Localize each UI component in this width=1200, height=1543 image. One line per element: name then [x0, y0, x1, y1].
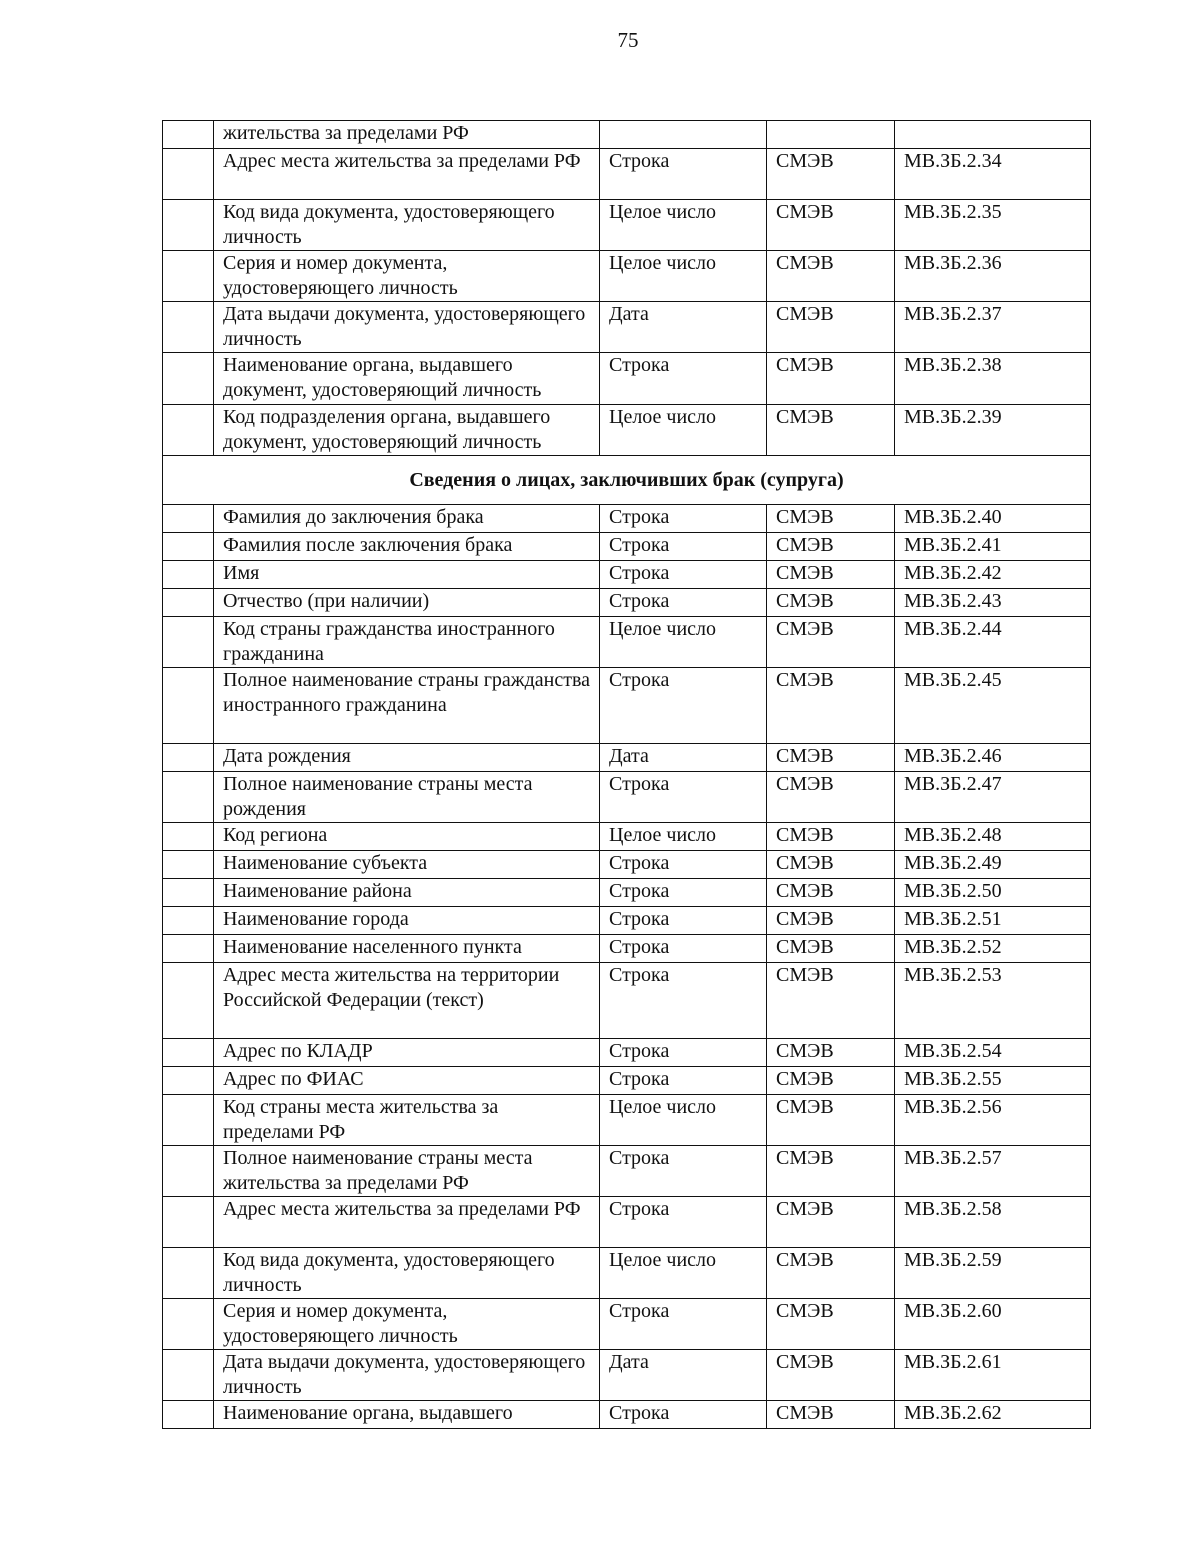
- field-code-cell: МВ.ЗБ.2.59: [895, 1248, 1091, 1299]
- field-name-cell: Полное наименование страны места рождения: [214, 772, 600, 823]
- table-row: [163, 149, 1091, 200]
- row-number-cell: [163, 405, 214, 456]
- field-name-cell: Отчество (при наличии): [214, 589, 600, 617]
- field-name-cell: Имя: [214, 561, 600, 589]
- field-code-cell: МВ.ЗБ.2.44: [895, 617, 1091, 668]
- field-source-cell: СМЭВ: [767, 302, 895, 353]
- row-number-cell: [163, 505, 214, 533]
- field-code-cell: МВ.ЗБ.2.51: [895, 907, 1091, 935]
- table-row: [163, 505, 1091, 533]
- row-number-cell: [163, 200, 214, 251]
- field-type-cell: Целое число: [600, 823, 767, 851]
- table-row: [163, 353, 1091, 405]
- table-row: [163, 907, 1091, 935]
- field-name-cell: Фамилия после заключения брака: [214, 533, 600, 561]
- field-source-cell: СМЭВ: [767, 935, 895, 963]
- data-fields-table: [162, 120, 1091, 1429]
- field-name-cell: Дата выдачи документа, удостоверяющего личность: [214, 1350, 600, 1401]
- field-source-cell: СМЭВ: [767, 617, 895, 668]
- field-type-cell: Строка: [600, 1146, 767, 1197]
- field-source-cell: СМЭВ: [767, 251, 895, 302]
- table-row: [163, 963, 1091, 1039]
- field-code-cell: [895, 121, 1091, 149]
- row-number-cell: [163, 1146, 214, 1197]
- table-row: [163, 879, 1091, 907]
- field-source-cell: СМЭВ: [767, 1039, 895, 1067]
- field-code-cell: МВ.ЗБ.2.61: [895, 1350, 1091, 1401]
- table-row: [163, 1039, 1091, 1067]
- field-name-cell: Адрес по КЛАДР: [214, 1039, 600, 1067]
- field-source-cell: СМЭВ: [767, 879, 895, 907]
- field-type-cell: Строка: [600, 561, 767, 589]
- field-type-cell: Целое число: [600, 1248, 767, 1299]
- field-name-cell: Код страны места жительства за пределами РФ: [214, 1095, 600, 1146]
- field-source-cell: СМЭВ: [767, 1146, 895, 1197]
- field-code-cell: МВ.ЗБ.2.34: [895, 149, 1091, 200]
- field-source-cell: СМЭВ: [767, 505, 895, 533]
- field-name-cell: Дата рождения: [214, 744, 600, 772]
- page-number: 75: [617, 28, 639, 52]
- table-row: [163, 1095, 1091, 1146]
- field-name-cell: Серия и номер документа, удостоверяющего личность: [214, 251, 600, 302]
- field-type-cell: Строка: [600, 1039, 767, 1067]
- field-code-cell: МВ.ЗБ.2.43: [895, 589, 1091, 617]
- field-code-cell: МВ.ЗБ.2.50: [895, 879, 1091, 907]
- table-row: [163, 1401, 1091, 1429]
- table-body-before: [163, 121, 1091, 456]
- section-header-row: [163, 456, 1091, 505]
- field-code-cell: МВ.ЗБ.2.36: [895, 251, 1091, 302]
- field-type-cell: Строка: [600, 907, 767, 935]
- field-code-cell: МВ.ЗБ.2.53: [895, 963, 1091, 1039]
- table-section: [163, 456, 1091, 505]
- field-code-cell: МВ.ЗБ.2.52: [895, 935, 1091, 963]
- row-number-cell: [163, 879, 214, 907]
- field-type-cell: Строка: [600, 851, 767, 879]
- field-name-cell: Серия и номер документа, удостоверяющего личность: [214, 1299, 600, 1350]
- table-row: [163, 668, 1091, 744]
- table-row: [163, 1248, 1091, 1299]
- table-row: [163, 1067, 1091, 1095]
- field-type-cell: Строка: [600, 1067, 767, 1095]
- field-code-cell: МВ.ЗБ.2.37: [895, 302, 1091, 353]
- field-type-cell: Дата: [600, 744, 767, 772]
- field-source-cell: [767, 121, 895, 149]
- row-number-cell: [163, 1248, 214, 1299]
- field-code-cell: МВ.ЗБ.2.58: [895, 1197, 1091, 1248]
- field-source-cell: СМЭВ: [767, 1401, 895, 1429]
- field-type-cell: Строка: [600, 772, 767, 823]
- field-source-cell: СМЭВ: [767, 1299, 895, 1350]
- field-type-cell: Строка: [600, 589, 767, 617]
- field-code-cell: МВ.ЗБ.2.57: [895, 1146, 1091, 1197]
- field-source-cell: СМЭВ: [767, 772, 895, 823]
- field-name-cell: Адрес места жительства за пределами РФ: [214, 149, 600, 200]
- row-number-cell: [163, 1350, 214, 1401]
- field-type-cell: Дата: [600, 302, 767, 353]
- field-type-cell: Строка: [600, 1299, 767, 1350]
- field-code-cell: МВ.ЗБ.2.38: [895, 353, 1091, 405]
- row-number-cell: [163, 533, 214, 561]
- table-row: [163, 1197, 1091, 1248]
- field-name-cell: Код региона: [214, 823, 600, 851]
- field-source-cell: СМЭВ: [767, 1095, 895, 1146]
- row-number-cell: [163, 772, 214, 823]
- field-name-cell: Наименование населенного пункта: [214, 935, 600, 963]
- table-row: [163, 533, 1091, 561]
- field-type-cell: Строка: [600, 879, 767, 907]
- table-row: [163, 121, 1091, 149]
- field-source-cell: СМЭВ: [767, 561, 895, 589]
- field-type-cell: Целое число: [600, 1095, 767, 1146]
- table-row: [163, 1350, 1091, 1401]
- field-type-cell: Строка: [600, 353, 767, 405]
- row-number-cell: [163, 121, 214, 149]
- table-row: [163, 851, 1091, 879]
- row-number-cell: [163, 744, 214, 772]
- section-title: Сведения о лицах, заключивших брак (супруга): [163, 456, 1091, 505]
- field-source-cell: СМЭВ: [767, 1197, 895, 1248]
- field-type-cell: Дата: [600, 1350, 767, 1401]
- table-row: [163, 251, 1091, 302]
- field-name-cell: Адрес по ФИАС: [214, 1067, 600, 1095]
- field-name-cell: Фамилия до заключения брака: [214, 505, 600, 533]
- row-number-cell: [163, 1299, 214, 1350]
- table-row: [163, 589, 1091, 617]
- row-number-cell: [163, 851, 214, 879]
- row-number-cell: [163, 907, 214, 935]
- field-code-cell: МВ.ЗБ.2.62: [895, 1401, 1091, 1429]
- table-row: [163, 935, 1091, 963]
- row-number-cell: [163, 1197, 214, 1248]
- field-type-cell: Строка: [600, 533, 767, 561]
- row-number-cell: [163, 1095, 214, 1146]
- table-row: [163, 405, 1091, 456]
- field-type-cell: Целое число: [600, 617, 767, 668]
- field-type-cell: Строка: [600, 668, 767, 744]
- table-body-after: [163, 505, 1091, 1429]
- field-source-cell: СМЭВ: [767, 744, 895, 772]
- field-code-cell: МВ.ЗБ.2.54: [895, 1039, 1091, 1067]
- row-number-cell: [163, 302, 214, 353]
- field-name-cell: Код подразделения органа, выдавшего документ, удостоверяющий личность: [214, 405, 600, 456]
- table-row: [163, 772, 1091, 823]
- field-code-cell: МВ.ЗБ.2.56: [895, 1095, 1091, 1146]
- field-code-cell: МВ.ЗБ.2.48: [895, 823, 1091, 851]
- field-type-cell: Строка: [600, 149, 767, 200]
- row-number-cell: [163, 935, 214, 963]
- field-type-cell: Целое число: [600, 251, 767, 302]
- field-source-cell: СМЭВ: [767, 1067, 895, 1095]
- field-name-cell: Код вида документа, удостоверяющего личность: [214, 200, 600, 251]
- field-type-cell: Строка: [600, 505, 767, 533]
- row-number-cell: [163, 561, 214, 589]
- field-type-cell: Строка: [600, 1401, 767, 1429]
- field-name-cell: Адрес места жительства за пределами РФ: [214, 1197, 600, 1248]
- field-name-cell: Полное наименование страны гражданства иностранного гражданина: [214, 668, 600, 744]
- field-code-cell: МВ.ЗБ.2.47: [895, 772, 1091, 823]
- row-number-cell: [163, 251, 214, 302]
- row-number-cell: [163, 617, 214, 668]
- field-type-cell: Целое число: [600, 200, 767, 251]
- field-source-cell: СМЭВ: [767, 149, 895, 200]
- field-type-cell: Строка: [600, 1197, 767, 1248]
- field-source-cell: СМЭВ: [767, 533, 895, 561]
- field-name-cell: Адрес места жительства на территории Российской Федерации (текст): [214, 963, 600, 1039]
- row-number-cell: [163, 589, 214, 617]
- field-source-cell: СМЭВ: [767, 1350, 895, 1401]
- row-number-cell: [163, 353, 214, 405]
- row-number-cell: [163, 1067, 214, 1095]
- field-code-cell: МВ.ЗБ.2.35: [895, 200, 1091, 251]
- field-source-cell: СМЭВ: [767, 589, 895, 617]
- field-source-cell: СМЭВ: [767, 823, 895, 851]
- field-code-cell: МВ.ЗБ.2.49: [895, 851, 1091, 879]
- row-number-cell: [163, 823, 214, 851]
- table-row: [163, 1146, 1091, 1197]
- field-type-cell: Строка: [600, 935, 767, 963]
- field-type-cell: Целое число: [600, 405, 767, 456]
- field-code-cell: МВ.ЗБ.2.39: [895, 405, 1091, 456]
- field-name-cell: Наименование субъекта: [214, 851, 600, 879]
- field-code-cell: МВ.ЗБ.2.45: [895, 668, 1091, 744]
- field-name-cell: Код вида документа, удостоверяющего личность: [214, 1248, 600, 1299]
- field-source-cell: СМЭВ: [767, 668, 895, 744]
- field-name-cell: Полное наименование страны места жительства за пределами РФ: [214, 1146, 600, 1197]
- field-source-cell: СМЭВ: [767, 353, 895, 405]
- table-row: [163, 302, 1091, 353]
- field-source-cell: СМЭВ: [767, 963, 895, 1039]
- field-source-cell: СМЭВ: [767, 851, 895, 879]
- table-row: [163, 617, 1091, 668]
- table-row: [163, 1299, 1091, 1350]
- field-name-cell: Код страны гражданства иностранного гражданина: [214, 617, 600, 668]
- table-row: [163, 744, 1091, 772]
- field-name-cell: Наименование органа, выдавшего: [214, 1401, 600, 1429]
- row-number-cell: [163, 1401, 214, 1429]
- field-source-cell: СМЭВ: [767, 1248, 895, 1299]
- row-number-cell: [163, 149, 214, 200]
- table-row: [163, 823, 1091, 851]
- field-code-cell: МВ.ЗБ.2.60: [895, 1299, 1091, 1350]
- field-code-cell: МВ.ЗБ.2.41: [895, 533, 1091, 561]
- row-number-cell: [163, 963, 214, 1039]
- row-number-cell: [163, 668, 214, 744]
- field-code-cell: МВ.ЗБ.2.40: [895, 505, 1091, 533]
- field-code-cell: МВ.ЗБ.2.42: [895, 561, 1091, 589]
- field-source-cell: СМЭВ: [767, 405, 895, 456]
- row-number-cell: [163, 1039, 214, 1067]
- field-name-cell: Наименование города: [214, 907, 600, 935]
- field-source-cell: СМЭВ: [767, 907, 895, 935]
- table-row: [163, 200, 1091, 251]
- table-row: [163, 561, 1091, 589]
- field-name-cell: Дата выдачи документа, удостоверяющего личность: [214, 302, 600, 353]
- field-type-cell: Строка: [600, 963, 767, 1039]
- field-code-cell: МВ.ЗБ.2.55: [895, 1067, 1091, 1095]
- field-code-cell: МВ.ЗБ.2.46: [895, 744, 1091, 772]
- field-name-cell: Наименование района: [214, 879, 600, 907]
- field-type-cell: [600, 121, 767, 149]
- field-name-cell: жительства за пределами РФ: [214, 121, 600, 149]
- field-name-cell: Наименование органа, выдавшего документ, удостоверяющий личность: [214, 353, 600, 405]
- field-source-cell: СМЭВ: [767, 200, 895, 251]
